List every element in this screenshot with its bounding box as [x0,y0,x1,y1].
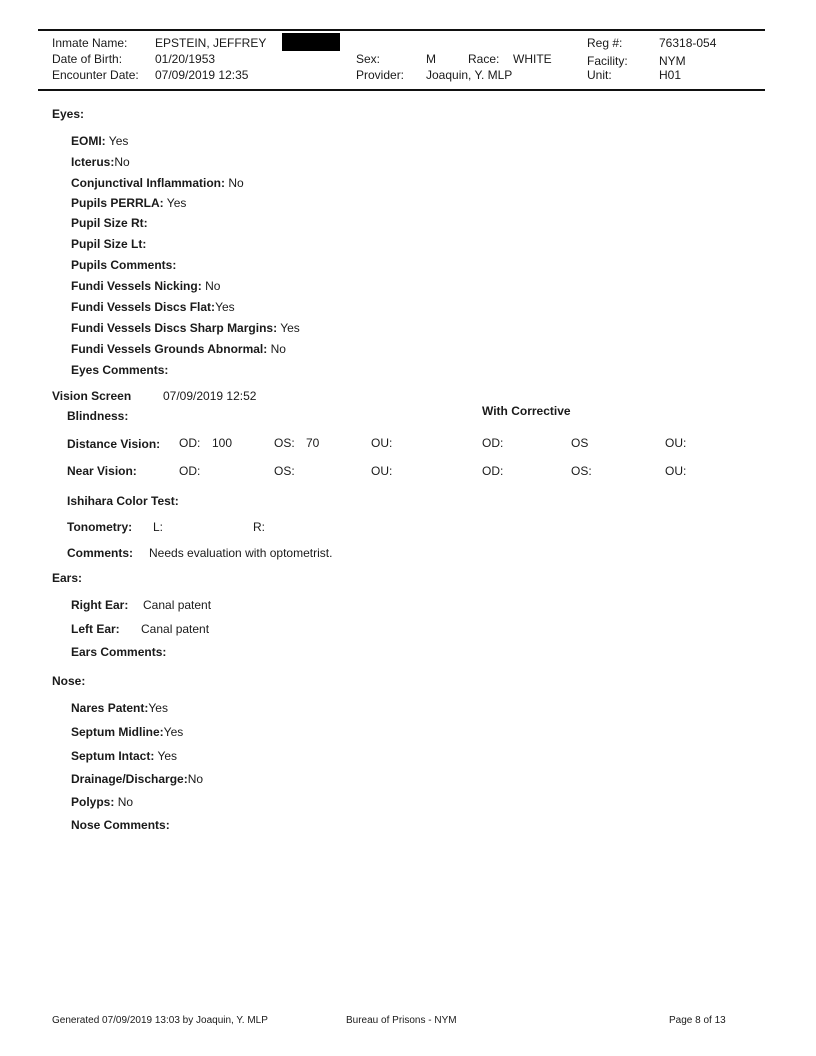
near-corrective-ou-label: OU: [665,464,687,478]
nose-item [71,725,183,739]
reg-label: Reg #: [587,36,623,50]
eyes-item-label: Fundi Vessels Discs Flat: [71,300,216,314]
distance-corrective-od-label: OD: [482,436,504,450]
inmate-name-label: Inmate Name: [52,36,128,50]
eyes-item-label: Icterus: [71,155,115,169]
eyes-heading: Eyes: [52,107,85,121]
eyes-item [71,196,186,210]
distance-corrective-ou-label: OU: [665,436,687,450]
nose-item-value: No [187,772,204,786]
left-ear-value: Canal patent [141,622,210,636]
eyes-item [71,342,286,356]
eyes-item-label: Pupils PERRLA: [71,196,164,210]
nose-item-value: Yes [157,749,178,763]
facility-value: NYM [659,54,686,68]
vision-comments-label: Comments: [67,546,134,560]
nose-item [71,772,203,786]
eyes-item [71,258,176,272]
eyes-item-label: Fundi Vessels Discs Sharp Margins: [71,321,278,335]
provider-label: Provider: [356,68,405,82]
distance-vision-label: Distance Vision: [67,437,161,451]
near-os-label: OS: [274,464,295,478]
eyes-item-label: Pupil Size Lt: [71,237,147,251]
eyes-item-label: Pupil Size Rt: [71,216,148,230]
nose-item-label: Nares Patent: [71,701,149,715]
redaction-box [282,33,340,51]
near-corrective-os-label: OS: [571,464,592,478]
unit-label: Unit: [587,68,612,82]
near-ou-label: OU: [371,464,393,478]
eyes-item [71,363,168,377]
facility-label: Facility: [587,54,628,68]
distance-corrective-os-label: OS [571,436,589,450]
nose-item [71,749,177,763]
near-vision-label: Near Vision: [67,464,137,478]
eyes-item [71,300,235,314]
distance-od-value: 100 [212,436,233,450]
eyes-item-label: Fundi Vessels Grounds Abnormal: [71,342,268,356]
eyes-item-label: Eyes Comments: [71,363,169,377]
tonometry-l-label: L: [153,520,164,534]
ears-heading: Ears: [52,571,83,585]
eyes-item-value: No [228,176,244,190]
nose-item-label: Septum Intact: [71,749,155,763]
eyes-item-value: No [205,279,221,293]
race-value: WHITE [513,52,552,66]
footer-generated: Generated 07/09/2019 13:03 by Joaquin, Y. MLP [52,1015,268,1026]
eyes-item-value: Yes [280,321,300,335]
nose-item-label: Septum Midline: [71,725,164,739]
nose-item [71,795,133,809]
nose-item-value: No [117,795,134,809]
nose-heading: Nose: [52,674,86,688]
distance-od-label: OD: [179,436,201,450]
ishihara-label: Ishihara Color Test: [67,494,179,508]
encounter-date-label: Encounter Date: [52,68,139,82]
unit-value: H01 [659,68,682,82]
distance-os-label: OS: [274,436,295,450]
nose-item-label: Drainage/Discharge: [71,772,188,786]
with-corrective-label: With Corrective [482,404,571,418]
vision-screen-heading: Vision Screen [52,389,132,403]
eyes-item-label: Conjunctival Inflammation: [71,176,226,190]
eyes-item-value: Yes [166,196,187,210]
header-top-rule [38,29,765,31]
dob-value: 01/20/1953 [155,52,216,66]
distance-os-value: 70 [306,436,320,450]
eyes-item-value: Yes [215,300,235,314]
eyes-item-label: Pupils Comments: [71,258,177,272]
nose-item [71,701,168,715]
nose-item-value: Yes [148,701,168,715]
near-od-label: OD: [179,464,201,478]
tonometry-r-label: R: [253,520,265,534]
tonometry-label: Tonometry: [67,520,133,534]
eyes-item [71,176,244,190]
eyes-item-value: Yes [108,134,129,148]
eyes-item-label: Fundi Vessels Nicking: [71,279,202,293]
eyes-item [71,237,146,251]
eyes-item [71,216,148,230]
eyes-item [71,279,220,293]
eyes-item-value: No [114,155,130,169]
header-bottom-rule [38,89,765,91]
blindness-label: Blindness: [67,409,129,423]
footer-page-number: Page 8 of 13 [669,1015,726,1026]
eyes-item [71,321,300,335]
right-ear-value: Canal patent [143,598,212,612]
distance-ou-label: OU: [371,436,393,450]
eyes-item [71,134,128,148]
provider-value: Joaquin, Y. MLP [426,68,513,82]
nose-item-value: Yes [163,725,184,739]
right-ear-label: Right Ear: [71,598,129,612]
dob-label: Date of Birth: [52,52,123,66]
left-ear-label: Left Ear: [71,622,120,636]
nose-item [71,818,170,832]
footer-bureau: Bureau of Prisons - NYM [346,1015,457,1026]
encounter-date-value: 07/09/2019 12:35 [155,68,249,82]
eyes-item [71,155,130,169]
vision-screen-datetime: 07/09/2019 12:52 [163,389,257,403]
near-corrective-od-label: OD: [482,464,504,478]
nose-item-label: Polyps: [71,795,115,809]
eyes-item-value: No [270,342,286,356]
reg-value: 76318-054 [659,36,717,50]
inmate-name-value: EPSTEIN, JEFFREY [155,36,267,50]
sex-value: M [426,52,436,66]
eyes-item-label: EOMI: [71,134,106,148]
vision-comments-value: Needs evaluation with optometrist. [149,546,333,560]
race-label: Race: [468,52,500,66]
sex-label: Sex: [356,52,381,66]
nose-item-label: Nose Comments: [71,818,170,832]
ears-comments-label: Ears Comments: [71,645,167,659]
